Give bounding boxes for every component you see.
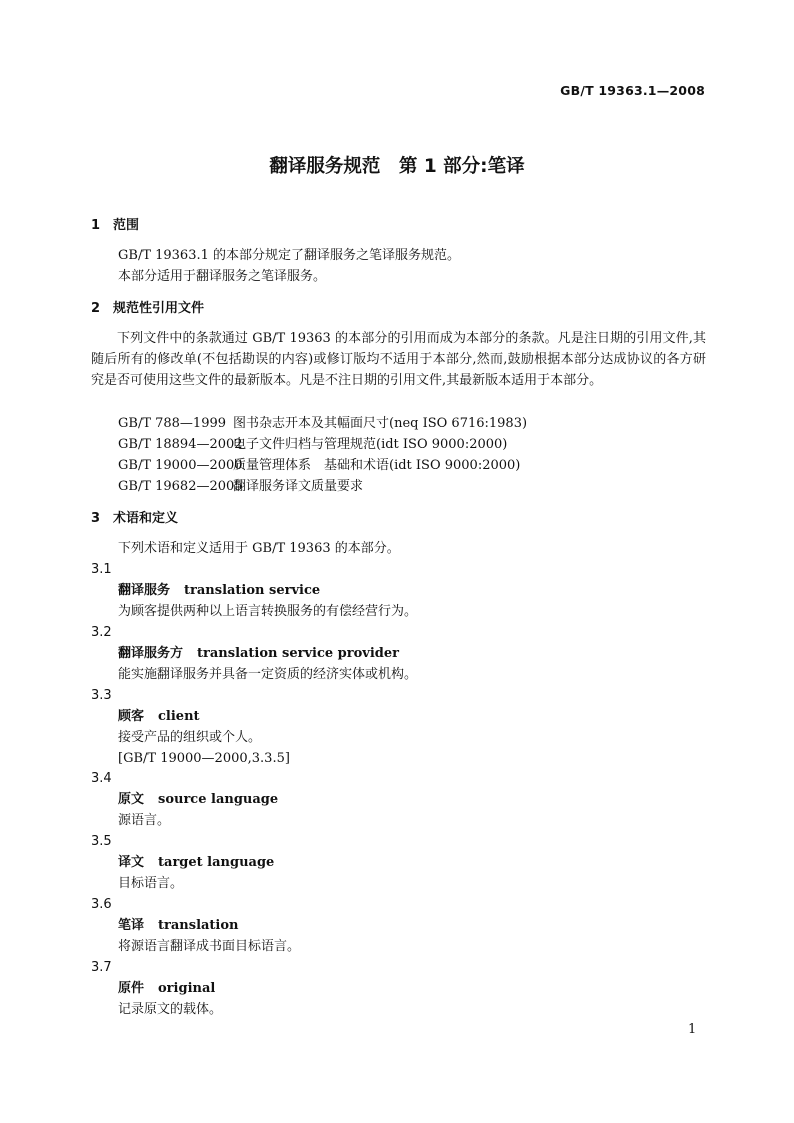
term-zh: 笔译 [118,918,145,933]
term-zh: 原件 [118,981,145,996]
term-en: source language [158,792,279,807]
term-number: 3.1 [91,562,112,577]
term-number: 3.3 [91,688,112,703]
term-en: translation [158,918,239,933]
scope-line-1: GB/T 19363.1 的本部分规定了翻译服务之笔译服务规范。 [118,248,461,263]
term-en: client [158,709,200,724]
term-zh: 译文 [118,855,145,870]
term-number: 3.5 [91,834,112,849]
reference-item [118,479,363,495]
term-en: translation service [184,583,321,598]
term-definition: 记录原文的载体。 [118,1002,223,1017]
reference-title: 翻译服务译文质量要求 [233,479,364,494]
scope-line-2: 本部分适用于翻译服务之笔译服务。 [118,269,327,284]
term-number: 3.2 [91,625,112,640]
terms-intro: 下列术语和定义适用于 GB/T 19363 的本部分。 [118,541,400,556]
term-zh: 顾客 [118,709,145,724]
section-number: 2 [91,301,101,316]
reference-item [118,458,520,474]
reference-title: 图书杂志开本及其幅面尺寸(neq ISO 6716:1983) [233,416,528,431]
section-2-heading [91,301,204,317]
section-title: 规范性引用文件 [113,301,205,316]
reference-code: GB/T 19682—2005 [118,479,243,494]
term-heading [118,583,320,599]
term-heading [118,855,274,871]
term-number: 3.4 [91,771,112,786]
term-heading [118,981,215,997]
document-title: 翻译服务规范 第 1 部分:笔译 [269,156,525,177]
term-heading [118,646,399,662]
term-definition: 为顾客提供两种以上语言转换服务的有偿经营行为。 [118,604,418,619]
normative-references-paragraph: 下列文件中的条款通过 GB/T 19363 的本部分的引用而成为本部分的条款。凡是注日期的引用文件,其随后所有的修改单(不包括勘误的内容)或修订版均不适用于本部分,然而,鼓励根据本部分达成协议的各方研究是否可使用这些文件的最新版本。凡是不注日期的引用文件,其最新版本适用于本部分。 [91,331,706,388]
reference-item [118,437,507,453]
term-number: 3.7 [91,960,112,975]
section-title: 范围 [113,218,140,233]
term-definition: 源语言。 [118,813,171,828]
page-number: 1 [688,1022,697,1037]
reference-code: GB/T 18894—2002 [118,437,243,452]
term-definition: 目标语言。 [118,876,184,891]
section-3-heading [91,511,178,527]
term-heading [118,709,200,725]
reference-code: GB/T 788—1999 [118,416,227,431]
term-number: 3.6 [91,897,112,912]
term-definition: 能实施翻译服务并具备一定资质的经济实体或机构。 [118,667,418,682]
term-zh: 翻译服务方 [118,646,184,661]
term-heading [118,792,278,808]
section-1-heading [91,218,139,234]
standard-code: GB/T 19363.1—2008 [560,83,705,98]
reference-title: 质量管理体系 基础和术语(idt ISO 9000:2000) [233,458,521,473]
section-title: 术语和定义 [113,511,179,526]
section-number: 3 [91,511,101,526]
term-heading [118,918,239,934]
term-en: original [158,981,216,996]
term-en: translation service provider [197,646,399,661]
term-zh: 原文 [118,792,145,807]
section-number: 1 [91,218,101,233]
term-en: target language [158,855,275,870]
reference-code: GB/T 19000—2000 [118,458,243,473]
term-zh: 翻译服务 [118,583,171,598]
term-definition: 将源语言翻译成书面目标语言。 [118,939,301,954]
reference-item [118,416,527,432]
term-source: [GB/T 19000—2000,3.3.5] [118,751,290,766]
reference-title: 电子文件归档与管理规范(idt ISO 9000:2000) [233,437,508,452]
term-definition: 接受产品的组织或个人。 [118,730,262,745]
